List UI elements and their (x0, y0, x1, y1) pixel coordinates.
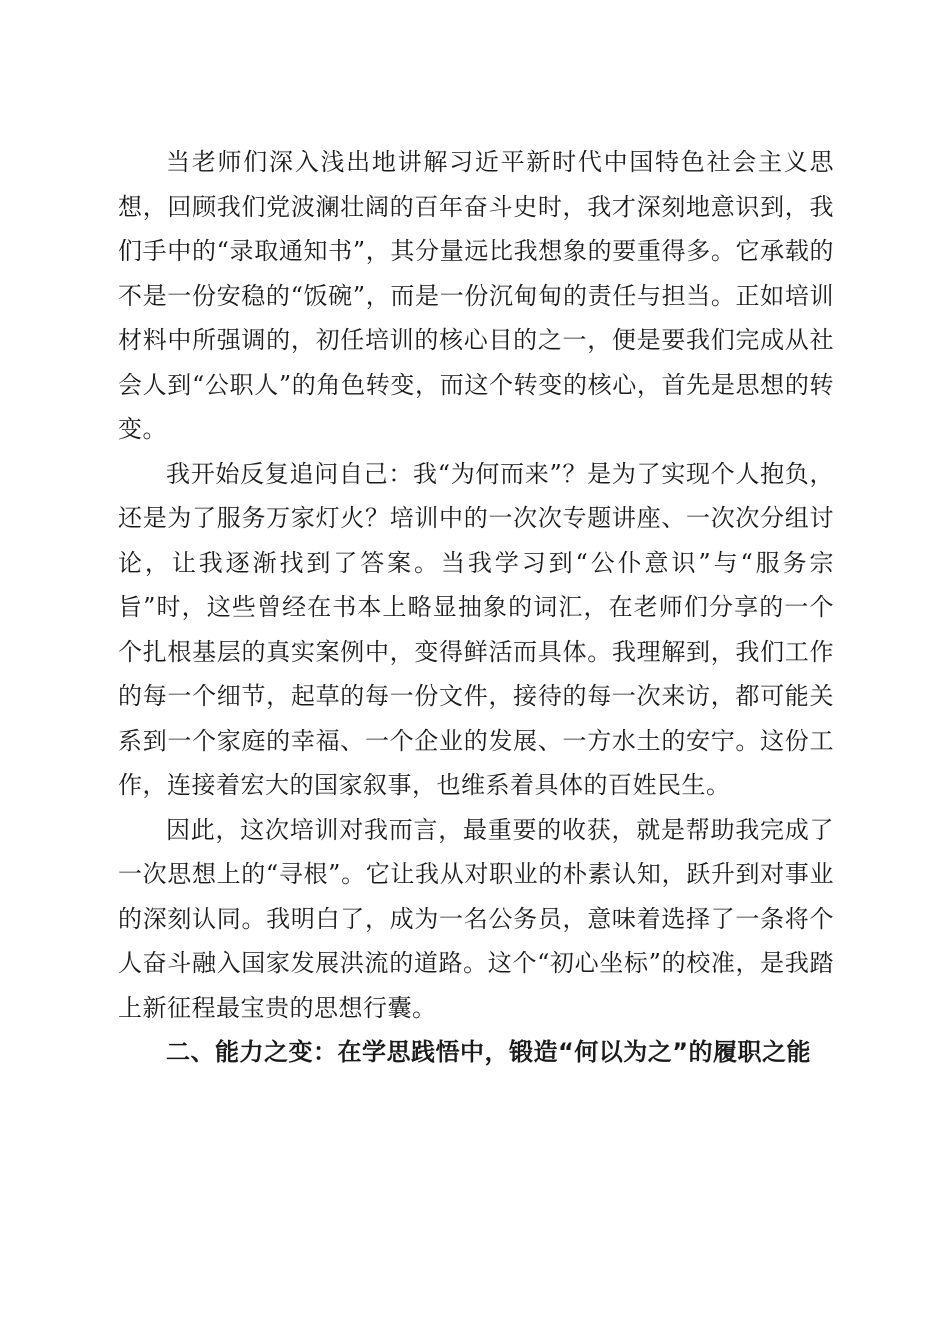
paragraph-ideological-shift: 当老师们深入浅出地讲解习近平新时代中国特色社会主义思想，回顾我们党波澜壮阔的百年奋斗史时，我才深刻地意识到，我们手中的“录取通知书”，其分量远比我想象的要重得多。它承载的不是一份安稳的“饭碗”，而是一份沉甸甸的责任与担当。正如培训材料中所强调的，初任培训的核心目的之一，便是要我们完成从社会人到“公职人”的角色转变，而这个转变的核心，首先是思想的转变。 (118, 148, 834, 443)
paragraph-why-i-came: 我开始反复追问自己：我“为何而来”？是为了实现个人抱负，还是为了服务万家灯火？培训中的一次次专题讲座、一次次分组讨论，让我逐渐找到了答案。当我学习到“公仆意识”与“服务宗旨”时，这些曾经在书本上略显抽象的词汇，在老师们分享的一个个扎根基层的真实案例中，变得鲜活而具体。我理解到，我们工作的每一个细节，起草的每一份文件，接待的每一次来访，都可能关系到一个家庭的幸福、一个企业的发展、一方水土的安宁。这份工作，连接着宏大的国家叙事，也维系着具体的百姓民生。 (118, 459, 834, 799)
paragraph-root-seeking: 因此，这次培训对我而言，最重要的收获，就是帮助我完成了一次思想上的“寻根”。它让我从对职业的朴素认知，跃升到对事业的深刻认同。我明白了，成为一名公务员，意味着选择了一条将个人奋斗融入国家发展洪流的道路。这个“初心坐标”的校准，是我踏上新征程最宝贵的思想行囊。 (118, 815, 834, 1022)
document-page (118, 140, 834, 1075)
section-heading: 二、能力之变：在学思践悟中，锻造“何以为之”的履职之能 (166, 1038, 812, 1066)
